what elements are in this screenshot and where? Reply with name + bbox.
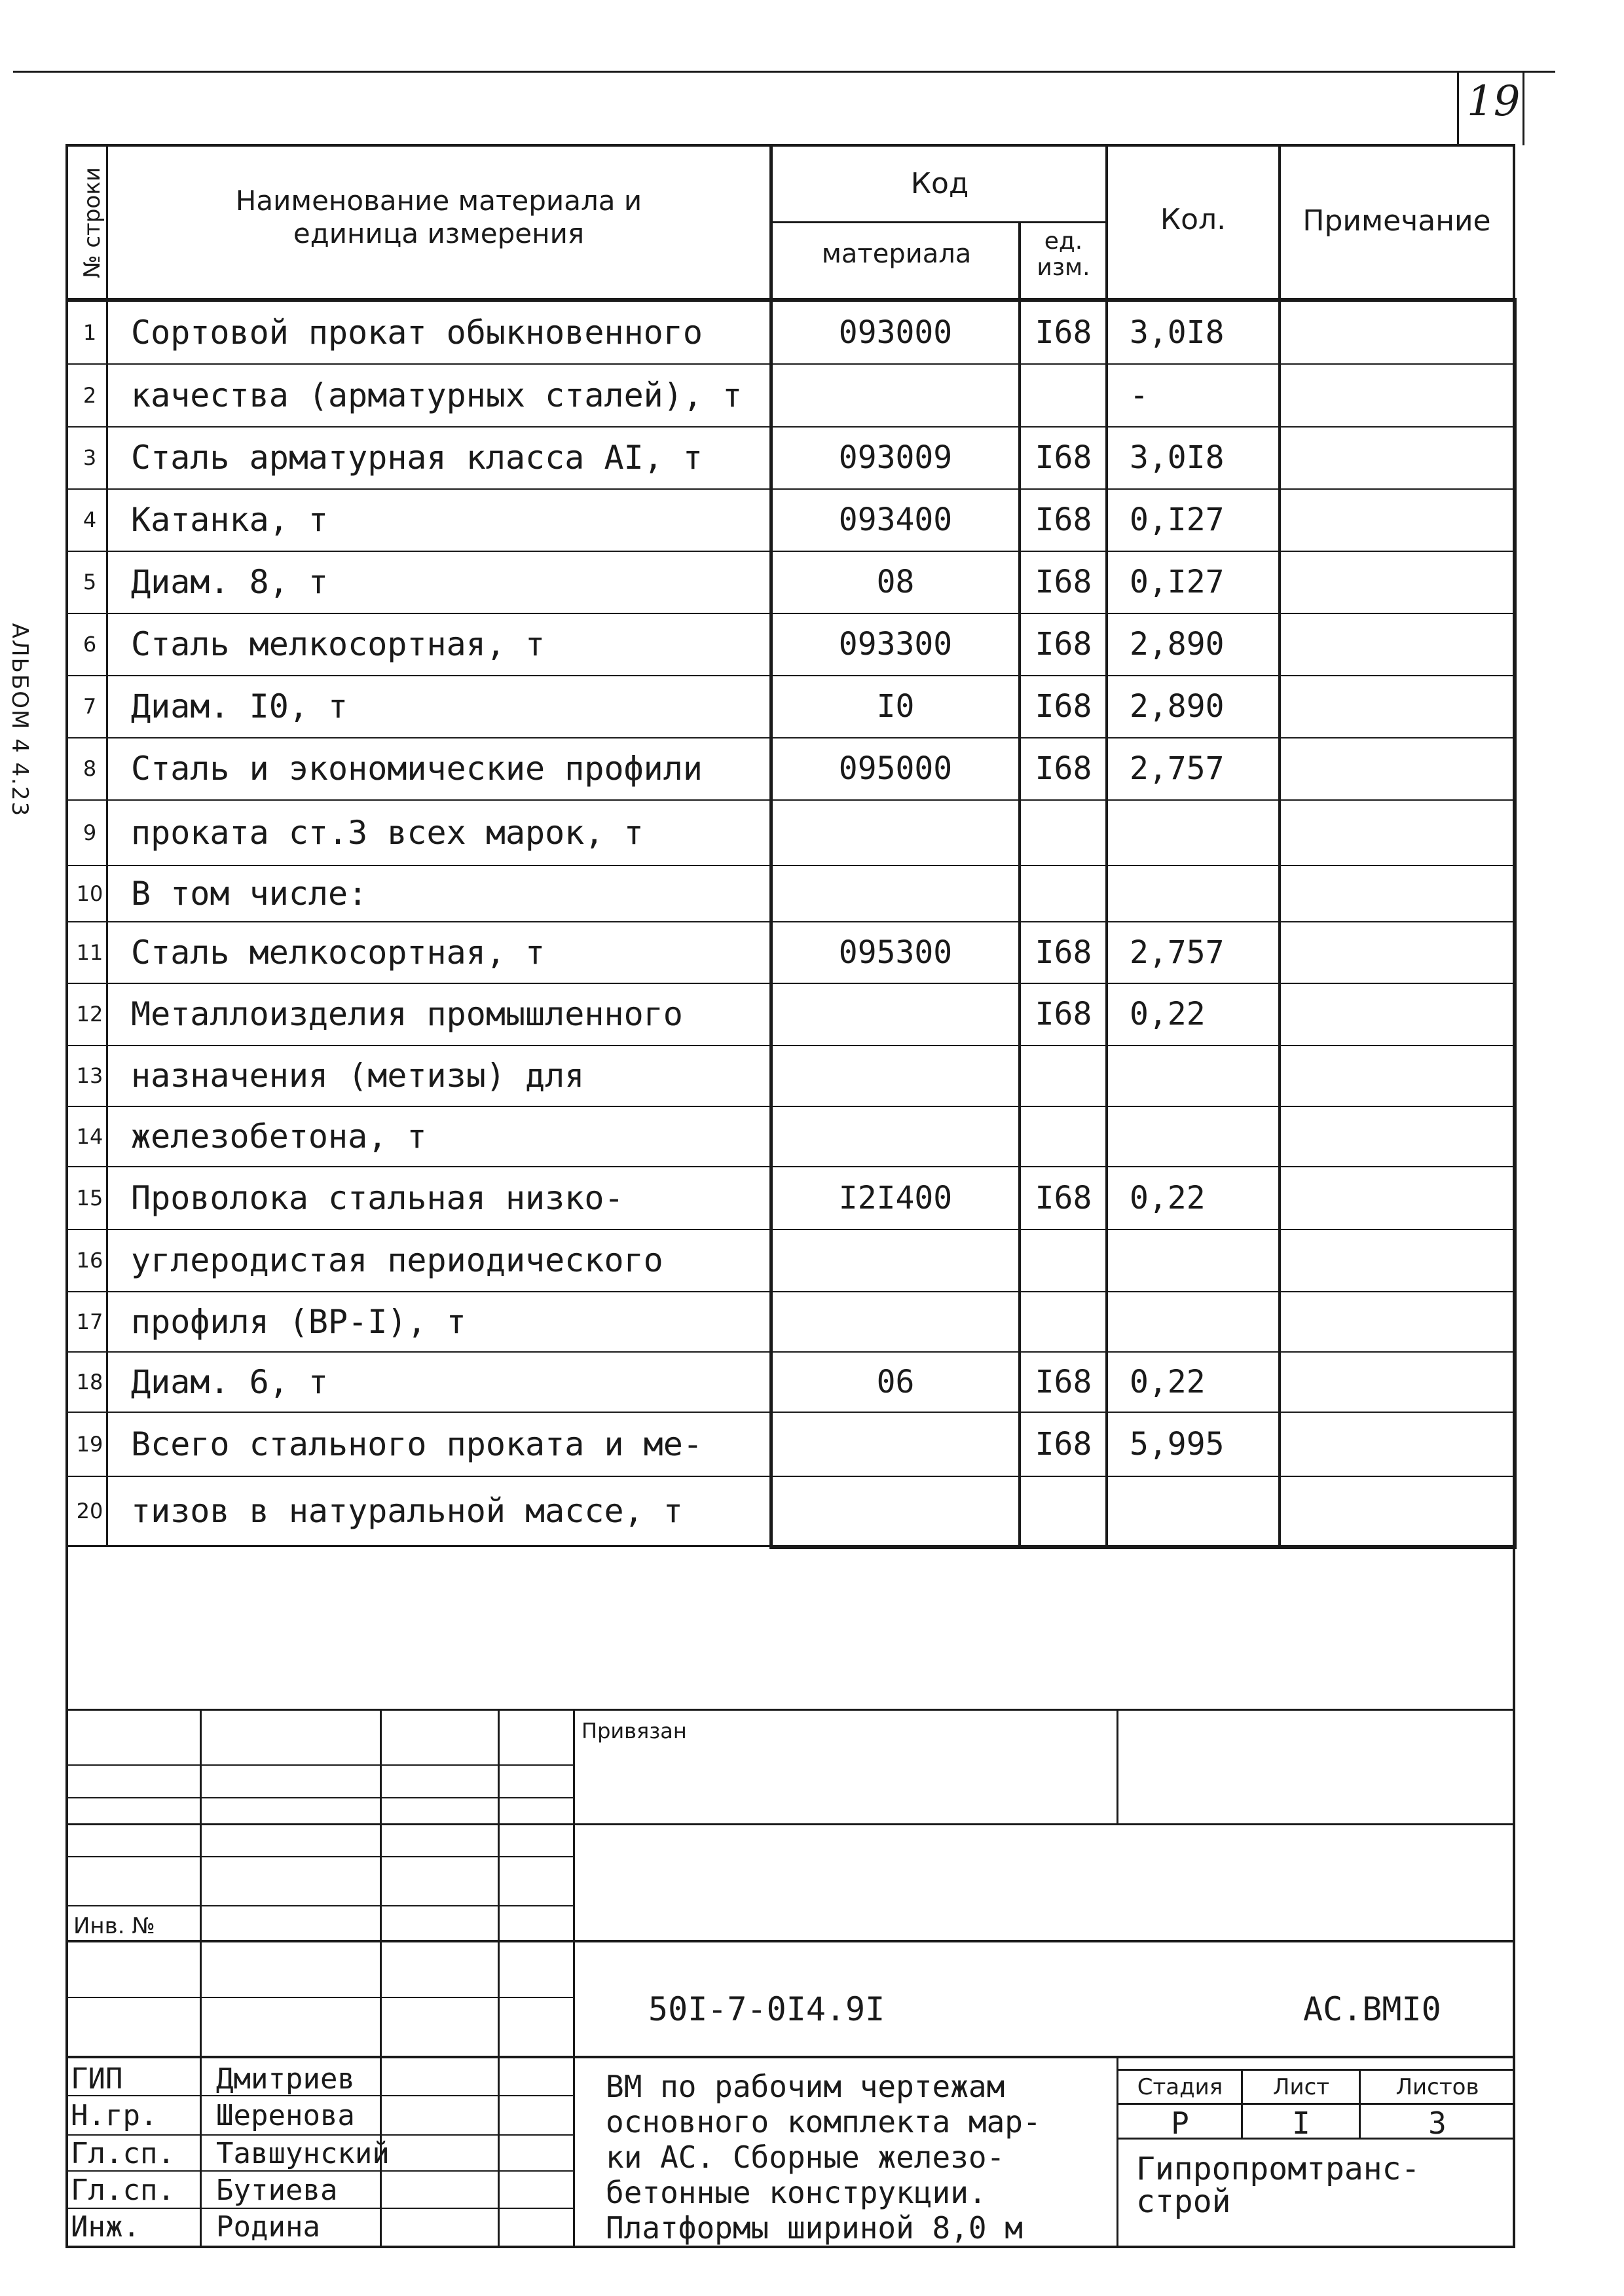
row-code: I2I400 [838,1180,953,1216]
row-number: 13 [76,1063,103,1088]
row-code: 06 [876,1364,915,1400]
frame-bottom [65,2246,1515,2248]
row-qty: 0,22 [1130,996,1206,1032]
row-unit: I68 [1035,439,1092,476]
row-qty: 0,I27 [1130,564,1225,600]
stamp-v3 [498,1709,500,2246]
row-code: 093000 [838,314,953,351]
signer-role: ГИП [71,2062,123,2096]
row-qty [1130,1106,1277,1167]
signer-role: Гл.сп. [71,2137,175,2170]
header-code-unit-2: изм. [1037,254,1090,281]
header-qty: Кол. [1160,203,1227,236]
stage-value: Р [1171,2105,1189,2141]
row-name: тизов в натуральной массе, т [131,1492,683,1530]
row-code: 093300 [838,626,953,663]
stamp-v4 [573,1709,575,2246]
doc-code: 50I-7-0I4.9I [648,1990,885,2028]
row-code [773,983,1018,1046]
stamp-h10 [65,2134,573,2136]
row-qty: 0,22 [1130,1180,1206,1216]
frame-left [65,145,68,2247]
row-number: 14 [76,1124,103,1149]
row-name: проката ст.3 всех марок, т [131,814,644,852]
stamp-h2 [65,1797,573,1798]
doc-title-line: бетонные конструкции. [606,2175,987,2210]
row-unit: I68 [1035,626,1092,663]
row-code [773,1292,1018,1352]
stamp-h11 [65,2170,573,2172]
doc-title-line: ВМ по рабочим чертежам [606,2069,1005,2104]
row-qty: 0,I27 [1130,501,1225,538]
row-name: Диам. 8, т [131,563,329,601]
signer-name: Тавшунский [216,2137,390,2170]
row-name: Проволока стальная низко- [131,1179,624,1217]
row-number: 5 [83,570,97,594]
row-name: Сортовой прокат обыкновенного [131,314,703,352]
row-number: 10 [76,881,103,906]
row-unit: I68 [1035,1426,1092,1463]
row-number: 19 [76,1432,103,1457]
doc-title-line: ки АС. Сборные железо- [606,2140,1005,2175]
stamp-stage-h1 [1116,2103,1515,2105]
row-name: Сталь арматурная класса AI, т [131,439,703,477]
stamp-h4 [65,1856,573,1857]
row-name: Сталь и экономические профили [131,750,703,788]
row-code [773,1106,1018,1167]
row-number: 20 [76,1499,103,1523]
header-code-unit-1: ед. [1044,228,1083,255]
row-name: Диам. 6, т [131,1363,329,1401]
row-code: 093400 [838,501,953,538]
row-number: 12 [76,1002,103,1027]
row-qty: 3,0I8 [1130,439,1225,476]
row-unit: I68 [1035,564,1092,600]
row-number: 4 [83,507,97,532]
row-unit: I68 [1035,501,1092,538]
row-name: железобетона, т [131,1118,427,1156]
stamp-h1 [65,1764,573,1766]
stamp-h5 [65,1905,573,1906]
row-unit [1022,1292,1105,1352]
row-name: профиля (BP-I), т [131,1303,466,1341]
row-unit: I68 [1035,934,1092,971]
row-qty [1130,1046,1277,1106]
row-unit: I68 [1035,1364,1092,1400]
signer-role: Гл.сп. [71,2174,175,2207]
row-code: 093009 [838,439,953,476]
row-qty: - [1130,377,1149,414]
row-unit [1022,1106,1105,1167]
top-border [13,71,1555,73]
stamp-v-title [1116,2056,1118,2246]
header-code: Код [910,167,969,200]
stamp-h7 [65,1997,573,1998]
header-code-material: материала [821,239,972,269]
doc-mark: AC.BMI0 [1303,1990,1441,2028]
row-code: 08 [876,564,915,600]
header-name-1: Наименование материала и [235,185,642,217]
stamp-stage-v1 [1241,2069,1243,2138]
row-name: качества (арматурных сталей), т [131,376,743,414]
row-name: Сталь мелкосортная, т [131,625,545,663]
stamp-v5 [1116,1709,1118,1823]
header-row-num: № строки [79,167,105,278]
row-code [773,800,1018,866]
col-line-unit [1105,145,1108,1546]
row-unit [1022,364,1105,427]
stamp-v1 [200,1709,202,2246]
row-code: I0 [876,688,915,725]
row-qty [1130,1476,1277,1546]
frame-top [65,144,1515,147]
code-subheader-line [771,221,1107,223]
row-code [773,1230,1018,1292]
row-qty [1130,866,1277,922]
row-unit [1022,800,1105,866]
doc-title-line: Платформы шириной 8,0 м [606,2210,1023,2246]
stamp-h8 [65,2056,1515,2058]
row-code [773,1046,1018,1106]
col-line-qty [1278,145,1281,1546]
row-number: 17 [76,1309,103,1334]
col-line-num [106,145,108,1546]
sheet-number: 19 [1467,77,1521,126]
row-qty: 2,890 [1130,688,1225,725]
row-unit [1022,1230,1105,1292]
signer-name: Дмитриев [216,2062,355,2096]
stamp-stage-v2 [1359,2069,1361,2138]
inv-no-label: Инв. № [73,1913,155,1939]
stamp-h12 [65,2208,573,2209]
row-name: назначения (метизы) для [131,1057,585,1095]
row-qty: 2,757 [1130,750,1225,787]
row-number: 11 [76,940,103,965]
row-qty: 2,757 [1130,934,1225,971]
row-qty: 5,995 [1130,1426,1225,1463]
row-unit: I68 [1035,1180,1092,1216]
row-qty [1130,1230,1277,1292]
stamp-top [65,1709,1515,1711]
row-name: углеродистая периодического [131,1241,663,1279]
privyazan-label: Привязан [581,1719,687,1743]
signer-name: Бутиева [216,2174,338,2207]
row-unit: I68 [1035,750,1092,787]
row-name: Всего стального проката и ме- [131,1425,703,1463]
row-qty: 3,0I8 [1130,314,1225,351]
row-number: 6 [83,632,97,657]
row-unit: I68 [1035,314,1092,351]
org-line-2: строй [1136,2183,1231,2220]
sheet-number-box-right [1522,71,1524,145]
row-name: Катанка, т [131,501,329,539]
col-line-note [1513,298,1517,1548]
sheet-number-box-left [1457,71,1459,145]
row-qty [1130,1292,1277,1352]
stamp-h3 [65,1823,1515,1825]
row-name: Диам. I0, т [131,687,348,725]
row-name: Металлоизделия промышленного [131,995,683,1033]
row-number: 3 [83,445,97,470]
row-number: 8 [83,756,97,781]
row-code [773,866,1018,922]
row-code [773,1476,1018,1546]
row-code [773,364,1018,427]
row-number: 1 [83,320,97,345]
signer-name: Шеренова [216,2099,355,2132]
sheets-label: Листов [1395,2074,1479,2100]
row-number: 18 [76,1370,103,1394]
row-unit [1022,1476,1105,1546]
sheet-label: Лист [1272,2074,1330,2100]
col-line-code [1018,223,1021,1546]
row-number: 2 [83,383,97,408]
row-unit [1022,1046,1105,1106]
signer-role: Инж. [71,2210,140,2244]
row-code: 095000 [838,750,953,787]
row-number: 7 [83,694,97,719]
stamp-stage-top [1116,2069,1515,2071]
stamp-h6 [65,1940,1515,1942]
row-name: В том числе: [131,875,368,913]
header-name-2: единица измерения [293,217,585,249]
row-code: 095300 [838,934,953,971]
side-label: АЛЬБОМ 4 4.23 [7,623,33,818]
signer-role: Н.гр. [71,2099,158,2132]
row-code [773,1412,1018,1476]
sheets-value: 3 [1428,2105,1447,2141]
stage-label: Стадия [1137,2074,1223,2100]
sheet-value: I [1292,2105,1310,2141]
row-number: 15 [76,1186,103,1211]
row-number: 16 [76,1248,103,1273]
doc-title-line: основного комплекта мар- [606,2104,1041,2140]
row-unit [1022,866,1105,922]
row-number: 9 [83,820,97,845]
row-qty: 0,22 [1130,1364,1206,1400]
row-qty: 2,890 [1130,626,1225,663]
header-note: Примечание [1302,204,1491,238]
row-qty [1130,800,1277,866]
signer-name: Родина [216,2210,320,2244]
org-line-1: Гипропромтранс- [1136,2151,1420,2187]
row-name: Сталь мелкосортная, т [131,934,545,972]
row-unit: I68 [1035,688,1092,725]
row-unit: I68 [1035,996,1092,1032]
